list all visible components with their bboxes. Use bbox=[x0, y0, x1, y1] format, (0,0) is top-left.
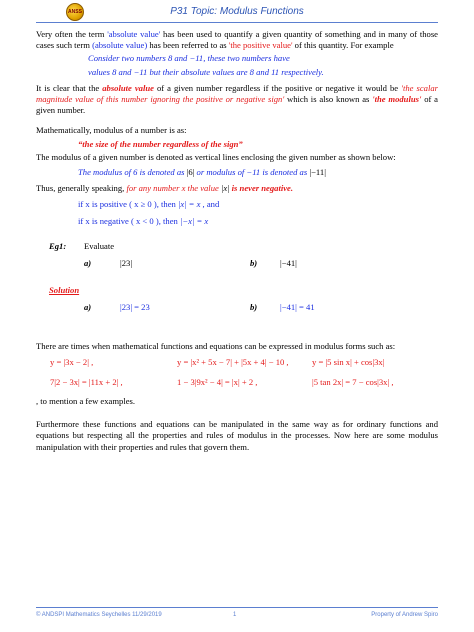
notation-paragraph: The modulus of a given number is denoted as vertical lines enclosing the given number as shown below: bbox=[36, 151, 396, 162]
eg1-question-b: |−41| bbox=[280, 257, 297, 268]
intro-paragraph: Very often the term 'absolute value' has been used to quantify a given quantity of something and in many of those cases such term (absolute value) has been referred to as 'the positive value' of this quantity. For example bbox=[36, 29, 438, 51]
definition-paragraph: It is clear that the absolute value of a given number regardless if the positive or negative it would be 'the scalar magnitude value of this number ignoring the positive or negative sign' which is also known as 'the modulus' of a given number. bbox=[36, 82, 438, 116]
header-divider bbox=[36, 22, 438, 23]
formula-5: 1 − 3|9x² − 4| = |x| + 2 , bbox=[177, 377, 258, 388]
modulus-quote: “the size of the number regardless of the sign” bbox=[78, 138, 243, 149]
never-negative-line: Thus, generally speaking, for any number x the value |x| is never negative. bbox=[36, 183, 293, 194]
page-footer bbox=[36, 607, 438, 624]
formula-4: 7|2 − 3x| = |11x + 2| , bbox=[50, 377, 123, 388]
term-positive-value: 'the positive value' bbox=[228, 40, 293, 51]
term-the-modulus: 'the modulus' bbox=[372, 94, 422, 105]
solution-answers: a) |23| = 23 b) |−41| = 41 bbox=[84, 301, 315, 312]
modulus-of-6: |6| bbox=[186, 167, 195, 178]
formula-row-2 bbox=[36, 377, 438, 390]
logo-badge: ANSS bbox=[66, 3, 84, 21]
eg1-heading bbox=[36, 241, 438, 254]
scalar-magnitude-quote: 'the scalar magnitude value of this number ignoring the positive or negative sign' bbox=[36, 82, 438, 105]
eg1-label: Eg1: bbox=[49, 240, 67, 251]
header-title: P31 Topic: Modulus Functions bbox=[170, 6, 304, 17]
footer-property: Property of Andrew Spiro bbox=[371, 612, 438, 618]
negative-case-rule: if x is negative ( x < 0 ), then |−x| = x bbox=[78, 215, 209, 226]
eg1-questions: a) |23| b) |−41| bbox=[84, 257, 297, 268]
formula-1: y = |3x − 2| , bbox=[50, 357, 94, 368]
modulus-of-minus-11: |−11| bbox=[309, 167, 326, 178]
example-line-2: values 8 and −11 but their absolute values are 8 and 11 respectively. bbox=[88, 66, 324, 77]
footer-copyright: © ANDSPI Mathematics Seychelles 11/29/2019 bbox=[36, 612, 162, 618]
notation-example: The modulus of 6 is denoted as |6| or modulus of −11 is denoted as |−11| bbox=[78, 167, 326, 178]
term-absolute-value-bold: absolute value bbox=[102, 82, 154, 93]
eg1-question-a: |23| bbox=[120, 257, 133, 268]
term-absolute-value-paren: (absolute value) bbox=[92, 40, 148, 51]
footer-page-number: 1 bbox=[233, 612, 237, 618]
modulus-forms-paragraph: There are times when mathematical functions and equations can be expressed in modulus forms such as: bbox=[36, 340, 396, 351]
solution-label: Solution bbox=[49, 284, 80, 295]
document-body bbox=[36, 29, 438, 453]
examples-tail: , to mention a few examples. bbox=[36, 396, 136, 407]
eg1-answer-a: |23| = 23 bbox=[120, 301, 150, 312]
formula-row-1 bbox=[36, 357, 438, 370]
term-absolute-value: 'absolute value' bbox=[107, 29, 161, 39]
solution-heading bbox=[36, 285, 438, 298]
modulus-x: |x| bbox=[220, 183, 230, 194]
manipulation-paragraph: Furthermore these functions and equations can be manipulated in the same way as for ordinary functions and equations but respecting all the properties and rules of modulus in the processes. Now here are some modulus manipulation with their properties and rules that govern them. bbox=[36, 419, 438, 452]
eg1-instruction: Evaluate bbox=[84, 240, 115, 251]
math-definition-line: Mathematically, modulus of a number is as: bbox=[36, 125, 187, 136]
eg1-answer-b: |−41| = 41 bbox=[280, 301, 315, 312]
page-header bbox=[36, 0, 438, 24]
formula-6: |5 tan 2x| = 7 − cos|3x| , bbox=[312, 377, 394, 388]
formula-3: y = |5 sin x| + cos|3x| bbox=[312, 357, 385, 368]
example-line-1: Consider two numbers 8 and −11, these two numbers have bbox=[88, 53, 290, 64]
formula-2: y = |x² + 5x − 7| + |5x + 4| − 10 , bbox=[177, 357, 289, 368]
positive-case-rule: if x is positive ( x ≥ 0 ), then |x| = x , and bbox=[78, 199, 220, 210]
